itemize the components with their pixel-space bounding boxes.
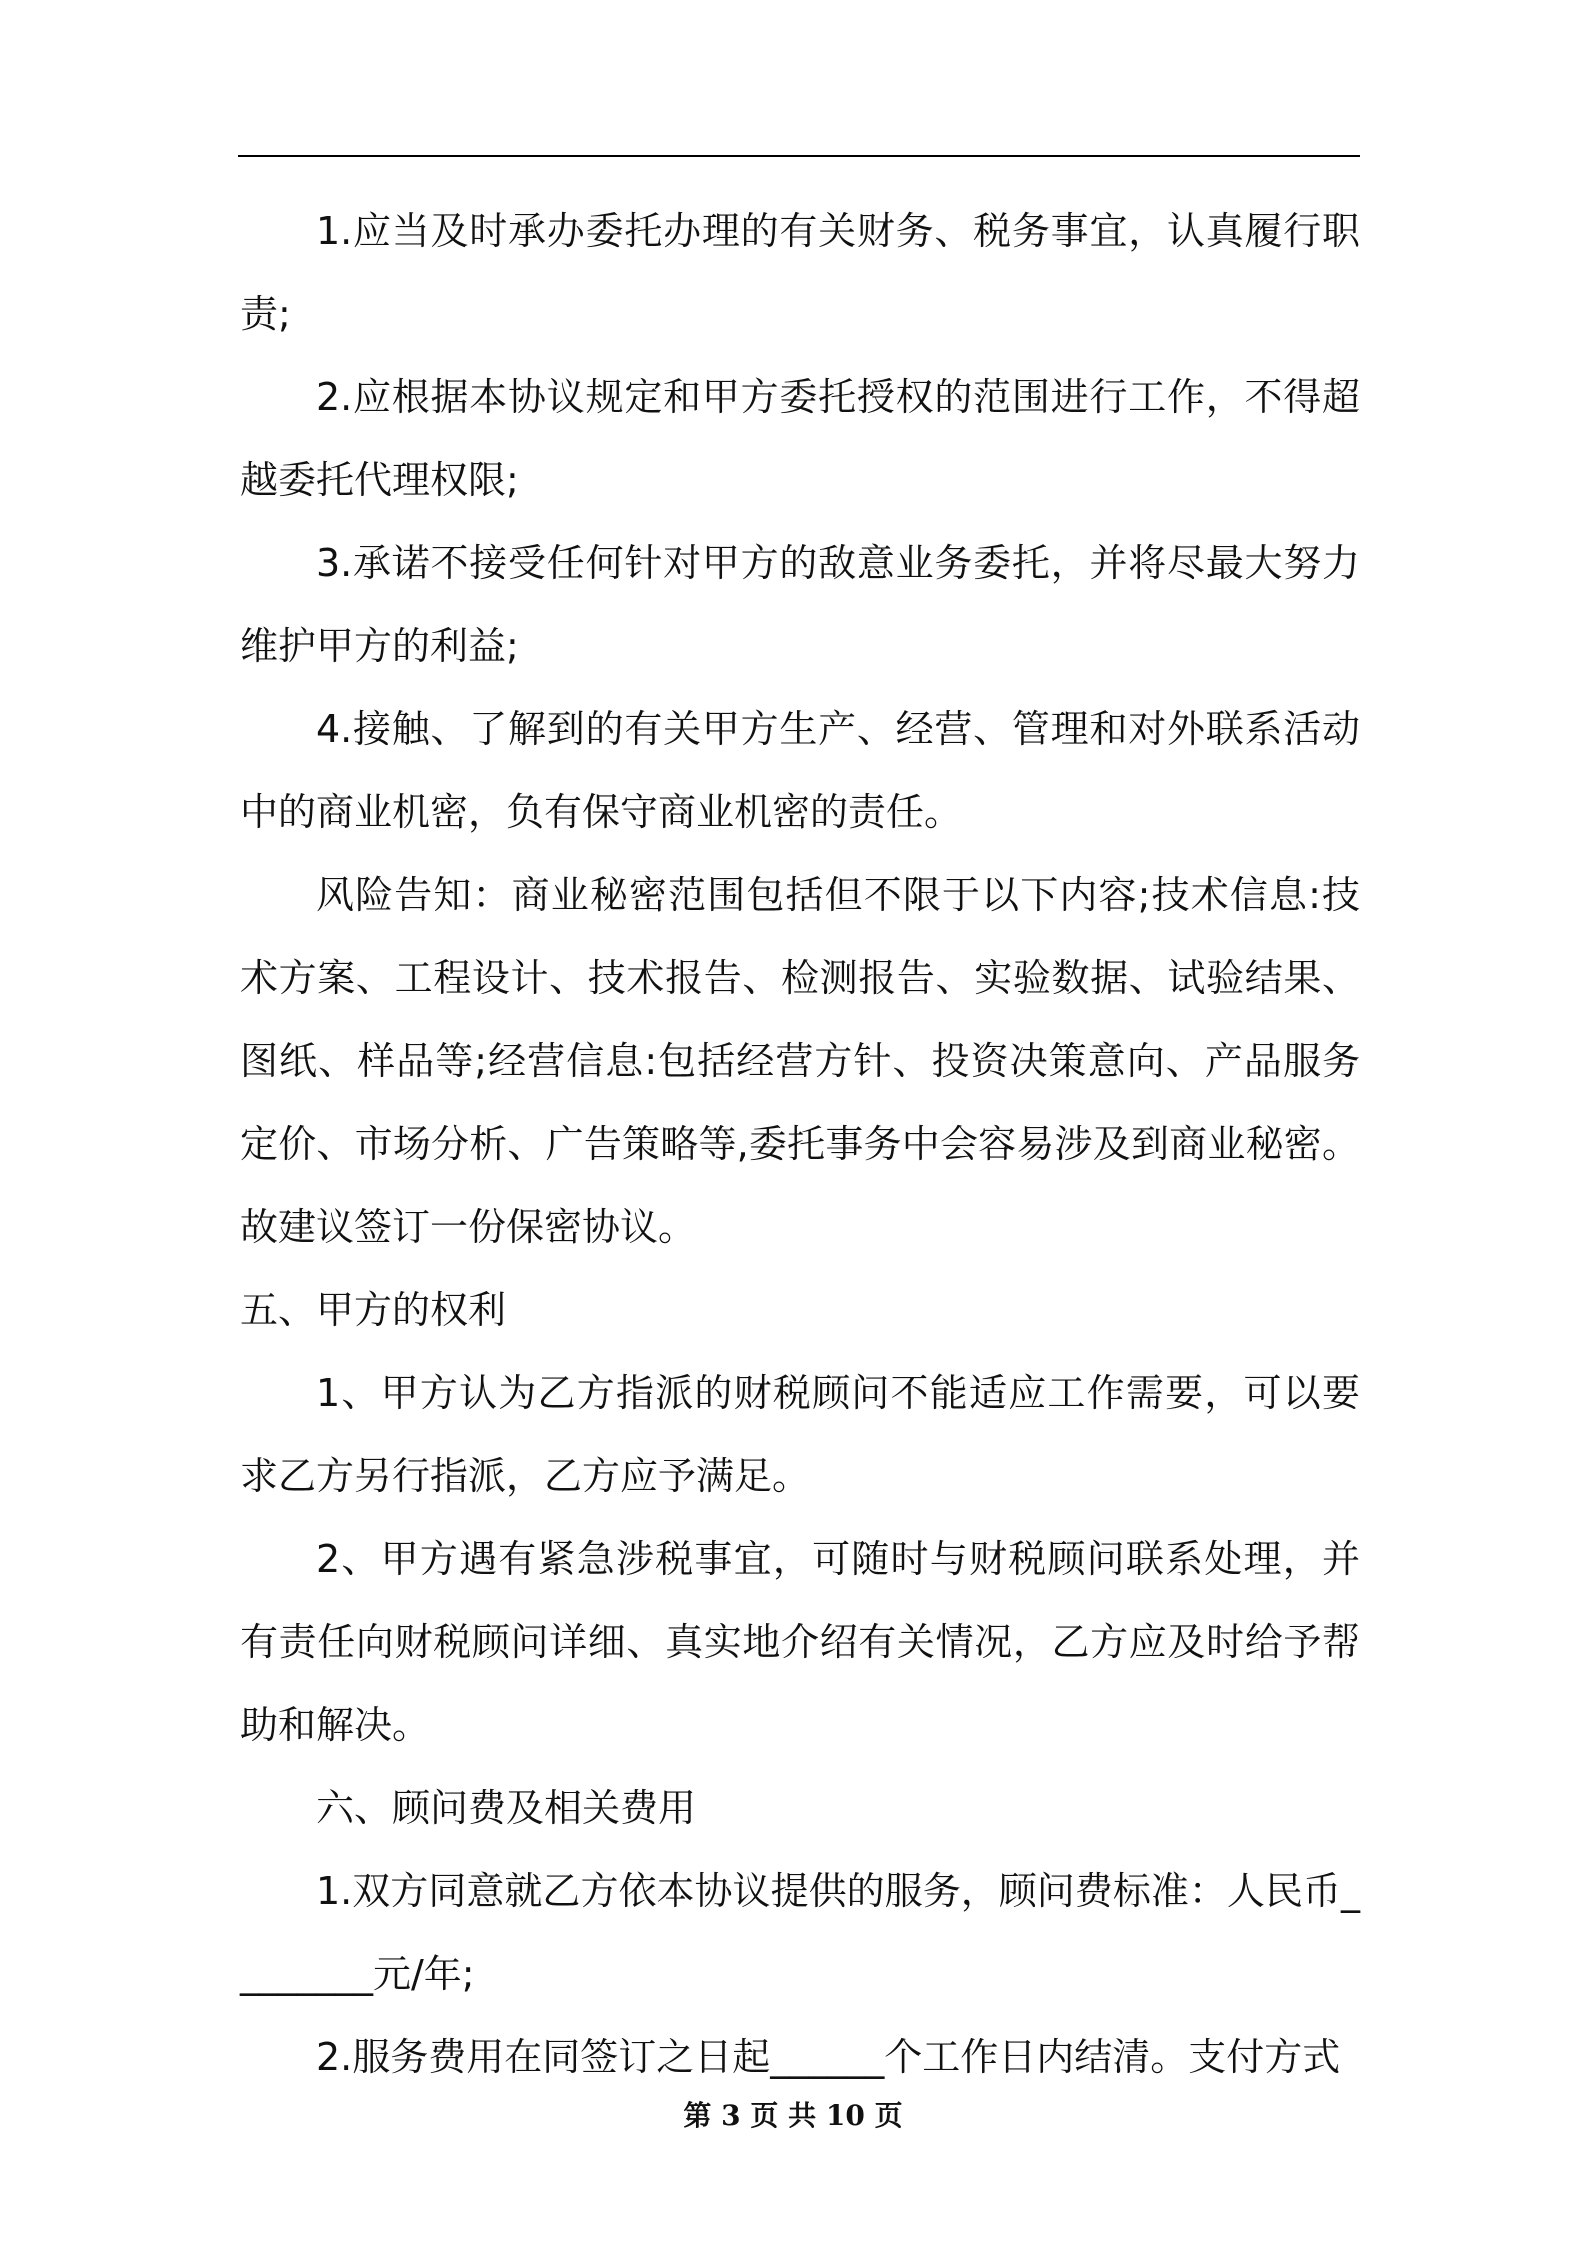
- paragraph: 1.双方同意就乙方依本协议提供的服务，顾问费标准：人民币________元/年;: [240, 1869, 1360, 1996]
- paragraph: 2.服务费用在同签订之日起______个工作日内结清。支付方式: [316, 2035, 1341, 2079]
- header-rule: [238, 155, 1360, 157]
- paragraph: 1、甲方认为乙方指派的财税顾问不能适应工作需要，可以要求乙方另行指派，乙方应予满足。: [240, 1371, 1360, 1498]
- paragraph: 1.应当及时承办委托办理的有关财务、税务事宜，认真履行职责;: [240, 209, 1360, 336]
- paragraph: 3.承诺不接受任何针对甲方的敌意业务委托，并将尽最大努力维护甲方的利益;: [240, 541, 1360, 668]
- paragraph: 风险告知：商业秘密范围包括但不限于以下内容;技术信息:技术方案、工程设计、技术报告、检测报告、实验数据、试验结果、图纸、样品等;经营信息:包括经营方针、投资决策意向、产品服务定价、市场分析、广告策略等,委托事务中会容易涉及到商业秘密。故建议签订一份保密协议。: [240, 873, 1360, 1249]
- paragraph: 2、甲方遇有紧急涉税事宜，可随时与财税顾问联系处理，并有责任向财税顾问详细、真实地介绍有关情况，乙方应及时给予帮助和解决。: [240, 1537, 1360, 1747]
- document-body: [240, 190, 1360, 2099]
- paragraph: 4.接触、了解到的有关甲方生产、经营、管理和对外联系活动中的商业机密，负有保守商业机密的责任。: [240, 707, 1360, 834]
- section-heading: 六、顾问费及相关费用: [316, 1786, 697, 1830]
- page-number: 第 3 页 共 10 页: [683, 2099, 903, 2132]
- section-heading: 五、甲方的权利: [240, 1288, 507, 1332]
- paragraph: 2.应根据本协议规定和甲方委托授权的范围进行工作，不得超越委托代理权限;: [240, 375, 1360, 502]
